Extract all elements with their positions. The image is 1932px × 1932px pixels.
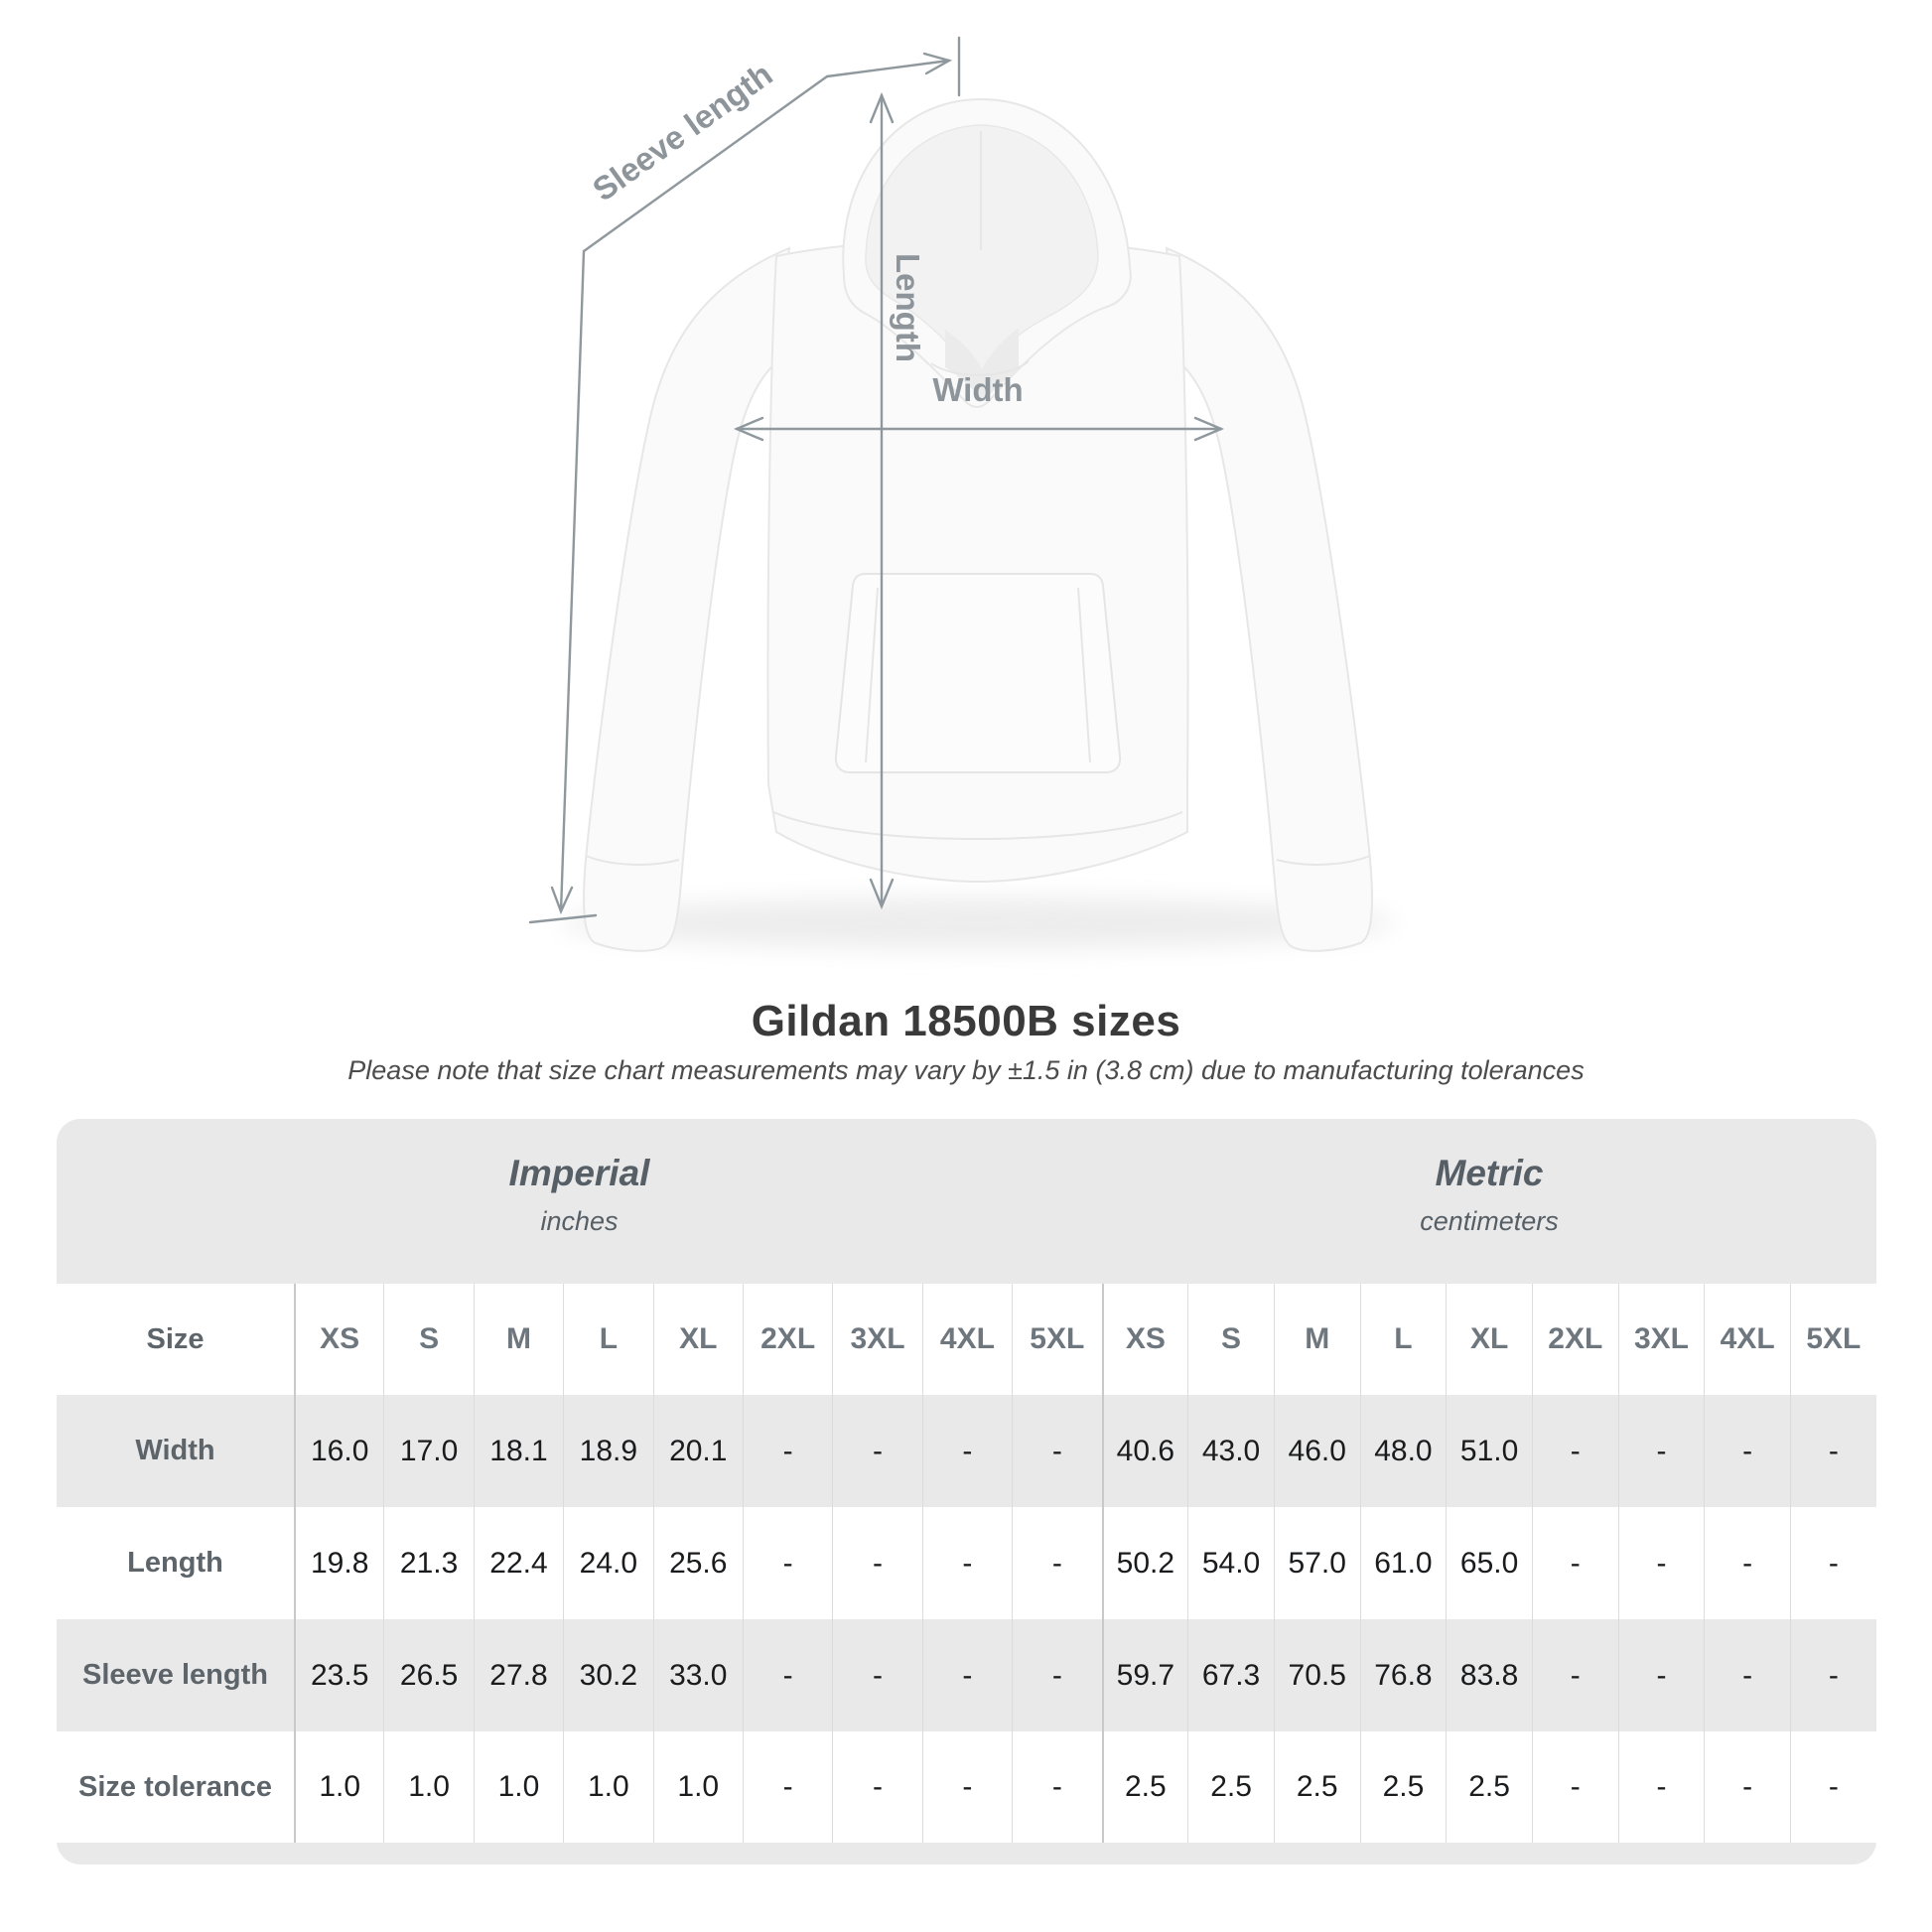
table-cell: - (1790, 1731, 1876, 1843)
page-title: Gildan 18500B sizes (751, 997, 1181, 1045)
table-cell: 23.5 (294, 1619, 383, 1731)
table-cell: - (1532, 1395, 1618, 1507)
hoodie-illustration (397, 20, 1489, 1013)
table-row (57, 1507, 1876, 1619)
table-cell: - (1532, 1507, 1618, 1619)
table-cell: 1.0 (563, 1731, 652, 1843)
table-cell: 27.8 (474, 1619, 563, 1731)
size-header: M (1274, 1284, 1360, 1395)
size-header: XL (653, 1284, 743, 1395)
table-cell: - (832, 1619, 921, 1731)
row-label: Width (135, 1435, 215, 1466)
sleeve-length-label: Sleeve length (586, 55, 779, 208)
size-header: XS (1102, 1284, 1188, 1395)
table-cell: 51.0 (1446, 1395, 1532, 1507)
row-label: Length (127, 1547, 223, 1579)
table-cell: - (743, 1395, 832, 1507)
kangaroo-pocket (836, 574, 1120, 772)
table-cell: 1.0 (474, 1731, 563, 1843)
table-cell: - (1012, 1619, 1101, 1731)
table-cell: 25.6 (653, 1507, 743, 1619)
table-cell: - (1790, 1507, 1876, 1619)
table-cell: 16.0 (294, 1395, 383, 1507)
table-row (57, 1395, 1876, 1507)
size-header: 3XL (832, 1284, 921, 1395)
tolerance-note: Please note that size chart measurements may vary by ±1.5 in (3.8 cm) due to manufacturing tolerances (347, 1055, 1585, 1085)
table-cell: 2.5 (1446, 1731, 1532, 1843)
row-label: Size tolerance (77, 1770, 273, 1803)
table-cell: - (1532, 1731, 1618, 1843)
table-cell: 46.0 (1274, 1395, 1360, 1507)
table-cell: 1.0 (294, 1731, 383, 1843)
size-header: 3XL (1618, 1284, 1705, 1395)
table-cell: 2.5 (1187, 1731, 1274, 1843)
table-cell: 67.3 (1187, 1619, 1274, 1731)
table-cell: 61.0 (1360, 1507, 1447, 1619)
width-label: Width (932, 371, 1024, 408)
table-cell: 17.0 (383, 1395, 473, 1507)
table-cell: - (743, 1619, 832, 1731)
table-cell: 1.0 (383, 1731, 473, 1843)
table-cell: 22.4 (474, 1507, 563, 1619)
size-header: 5XL (1790, 1284, 1876, 1395)
table-cell: - (1618, 1507, 1705, 1619)
table-cell: 24.0 (563, 1507, 652, 1619)
table-cell: 18.9 (563, 1395, 652, 1507)
size-header: S (383, 1284, 473, 1395)
table-cell: 19.8 (294, 1507, 383, 1619)
table-cell: 2.5 (1274, 1731, 1360, 1843)
size-header: 4XL (1704, 1284, 1790, 1395)
size-header: L (563, 1284, 652, 1395)
table-cell: 65.0 (1446, 1507, 1532, 1619)
table-cell: 40.6 (1102, 1395, 1188, 1507)
table-cell: 48.0 (1360, 1395, 1447, 1507)
size-chart-table (57, 1284, 1876, 1843)
table-cell: - (922, 1395, 1012, 1507)
row-label: Sleeve length (82, 1659, 268, 1691)
table-cell: 43.0 (1187, 1395, 1274, 1507)
table-cell: 57.0 (1274, 1507, 1360, 1619)
table-cell: 70.5 (1274, 1619, 1360, 1731)
table-cell: - (1618, 1395, 1705, 1507)
hoodie-left-sleeve (584, 248, 789, 951)
table-cell: - (1012, 1731, 1101, 1843)
table-cell: 59.7 (1102, 1619, 1188, 1731)
size-header: XL (1446, 1284, 1532, 1395)
metric-title: Metric (1435, 1153, 1544, 1193)
size-header: S (1187, 1284, 1274, 1395)
table-cell: 21.3 (383, 1507, 473, 1619)
table-cell: - (1704, 1619, 1790, 1731)
size-header: M (474, 1284, 563, 1395)
table-cell: - (832, 1395, 921, 1507)
size-header: 2XL (743, 1284, 832, 1395)
table-cell: 2.5 (1102, 1731, 1188, 1843)
size-header: 5XL (1012, 1284, 1101, 1395)
size-header: 4XL (922, 1284, 1012, 1395)
table-cell: - (1532, 1619, 1618, 1731)
table-cell: 18.1 (474, 1395, 563, 1507)
table-cell: - (832, 1507, 921, 1619)
table-cell: 20.1 (653, 1395, 743, 1507)
imperial-unit-header (57, 1119, 1102, 1284)
table-cell: - (1704, 1395, 1790, 1507)
table-cell: - (1790, 1395, 1876, 1507)
table-cell: - (922, 1731, 1012, 1843)
imperial-title: Imperial (508, 1153, 650, 1193)
table-cell: - (743, 1731, 832, 1843)
size-header: XS (294, 1284, 383, 1395)
hoodie-right-sleeve (1167, 248, 1372, 951)
table-cell: 76.8 (1360, 1619, 1447, 1731)
sleeve-measure-top-line (827, 61, 949, 76)
table-cell: - (832, 1731, 921, 1843)
table-cell: - (1704, 1731, 1790, 1843)
length-label: Length (890, 253, 926, 362)
table-cell: 33.0 (653, 1619, 743, 1731)
table-cell: 1.0 (653, 1731, 743, 1843)
table-header-row (57, 1284, 1876, 1395)
table-cell: 50.2 (1102, 1507, 1188, 1619)
table-cell: - (1618, 1619, 1705, 1731)
table-cell: - (1618, 1731, 1705, 1843)
table-cell: - (922, 1619, 1012, 1731)
size-chart-card (57, 1119, 1876, 1864)
table-row (57, 1731, 1876, 1843)
table-cell: - (1790, 1619, 1876, 1731)
ground-shadow (561, 897, 1395, 949)
metric-unit-header (1102, 1119, 1876, 1284)
table-row (57, 1619, 1876, 1731)
table-cell: 54.0 (1187, 1507, 1274, 1619)
table-cell: 2.5 (1360, 1731, 1447, 1843)
table-cell: 26.5 (383, 1619, 473, 1731)
table-cell: - (922, 1507, 1012, 1619)
table-cell: - (1012, 1395, 1101, 1507)
metric-unit: centimeters (1420, 1206, 1559, 1236)
col-header-size: Size (146, 1322, 205, 1355)
size-header: L (1360, 1284, 1447, 1395)
table-cell: - (1704, 1507, 1790, 1619)
table-cell: 83.8 (1446, 1619, 1532, 1731)
size-header: 2XL (1532, 1284, 1618, 1395)
imperial-unit: inches (540, 1206, 619, 1236)
hoodie-figure (397, 20, 1489, 1013)
table-cell: - (743, 1507, 832, 1619)
table-cell: 30.2 (563, 1619, 652, 1731)
table-cell: - (1012, 1507, 1101, 1619)
